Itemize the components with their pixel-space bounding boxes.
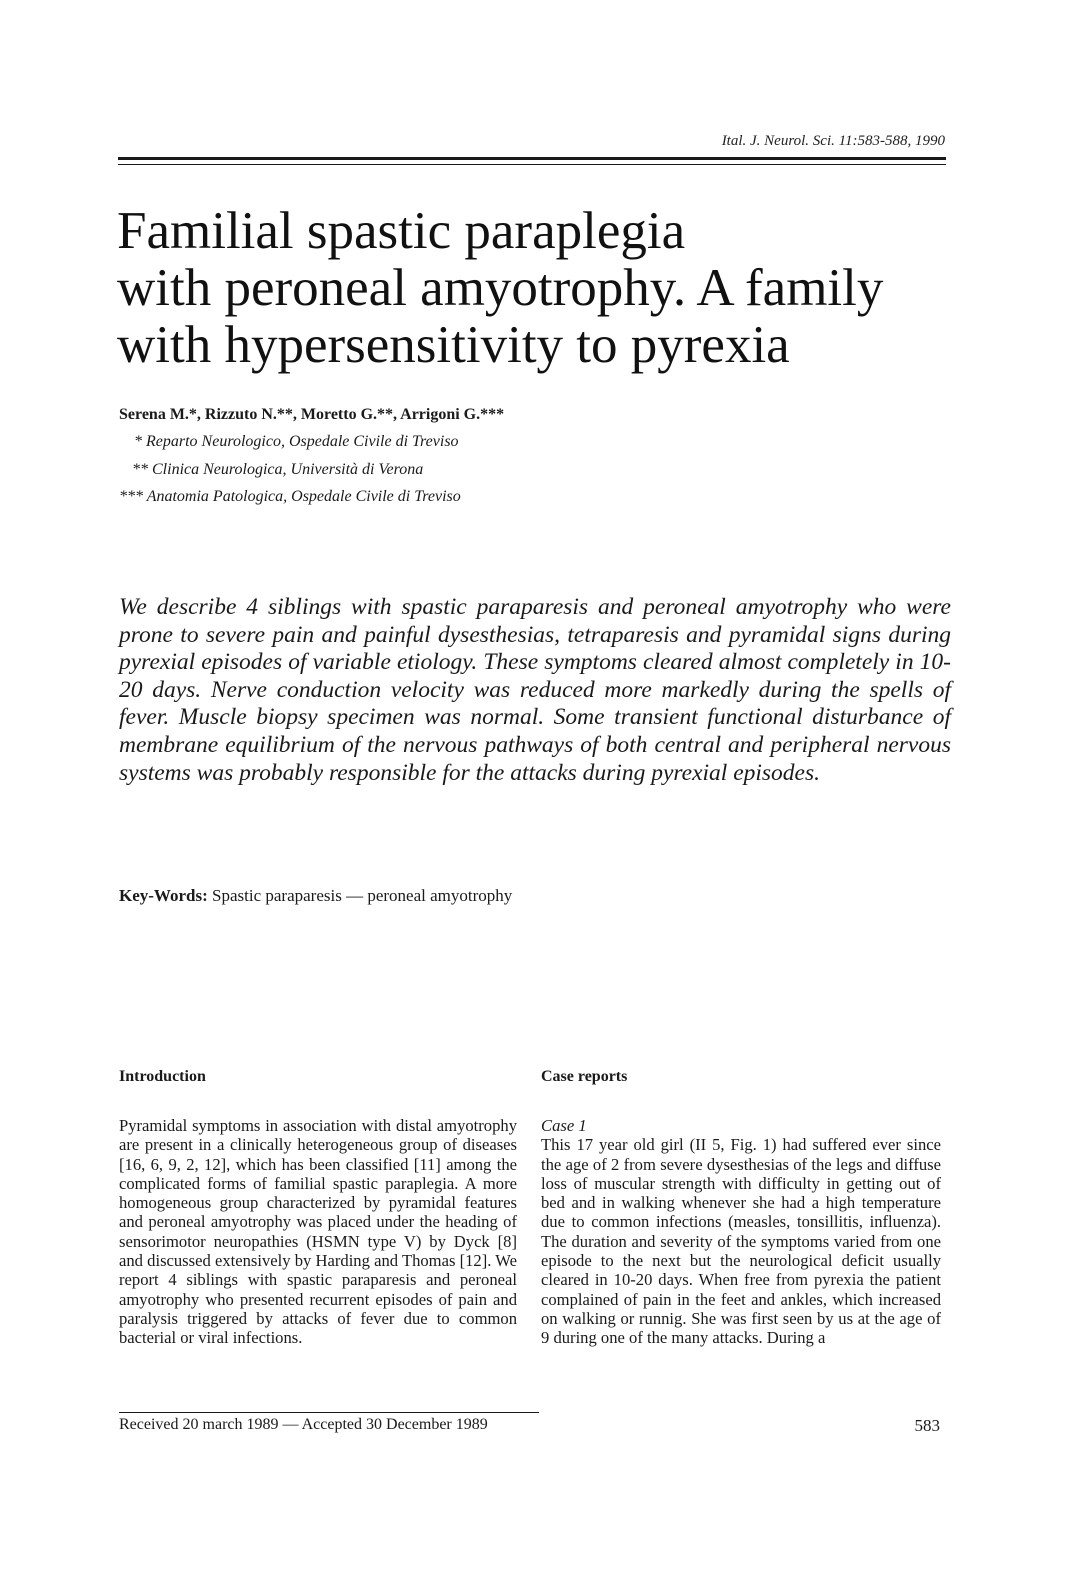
introduction-column	[119, 1068, 517, 1348]
affiliation-1: * Reparto Neurologico, Ospedale Civile di Treviso	[134, 433, 459, 450]
abstract: We describe 4 siblings with spastic paraparesis and peroneal amyotrophy who were prone to severe pain and painful dysesthesias, tetraparesis and pyramidal signs during pyrexial episodes of variable etiology. These symptoms cleared almost completely in 10-20 days. Nerve conduction velocity was reduced more markedly during the spells of fever. Muscle biopsy specimen was normal. Some transient functional disturbance of membrane equilibrium of the nervous pathways of both central and peripheral nervous systems was probably responsible for the attacks during pyrexial episodes.	[119, 594, 951, 786]
introduction-heading: Introduction	[119, 1068, 206, 1085]
keywords	[119, 886, 512, 906]
case-reports-heading: Case reports	[541, 1068, 628, 1085]
header-rule-thick	[118, 157, 946, 160]
article-title	[117, 203, 947, 374]
header-rule-thin	[118, 164, 946, 165]
case-1-text: This 17 year old girl (II 5, Fig. 1) had suffered ever since the age of 2 from severe dysesthesias of the legs and diffuse loss of muscular strength with difficulty in getting out of bed and in walking whenever she had a high temperature due to common infections (measles, tonsillitis, influenza). The duration and severity of the symptoms varied from one episode to the next but the neurological deficit usually cleared in 10-20 days. When free from pyrexia the patient complained of pain in the feet and ankles, which increased on walking or runnig. She was first seen by us at the age of 9 during one of the many attacks. During a	[541, 1135, 941, 1348]
case-1-title: Case 1	[541, 1116, 587, 1135]
title-line-2: with peroneal amyotrophy. A family	[117, 259, 884, 317]
case-reports-column	[541, 1068, 941, 1348]
introduction-text: Pyramidal symptoms in association with distal amyotrophy are present in a clinically heterogeneous group of diseases [16, 6, 9, 2, 12], which has been classified [11] among the complicated forms of familial spastic paraplegia. A more homogeneous group characterized by pyramidal features and peroneal amyotrophy was placed under the heading of sensorimotor neuropathies (HSMN type V) by Dyck [8] and discussed extensively by Harding and Thomas [12]. We report 4 siblings with spastic paraparesis and peroneal amyotrophy who presented recurrent episodes of pain and paralysis triggered by attacks of fever due to common bacterial or viral infections.	[119, 1116, 517, 1348]
author-list: Serena M.*, Rizzuto N.**, Moretto G.**, Arrigoni G.***	[119, 406, 505, 423]
footer-rule	[119, 1412, 539, 1413]
affiliation-2: ** Clinica Neurologica, Università di Verona	[132, 461, 424, 478]
keywords-text: Spastic paraparesis — peroneal amyotrophy	[212, 886, 513, 905]
title-line-3: with hypersensitivity to pyrexia	[117, 316, 790, 374]
received-dates: Received 20 march 1989 — Accepted 30 December 1989	[119, 1416, 488, 1433]
title-line-1: Familial spastic paraplegia	[117, 202, 686, 260]
keywords-label: Key-Words:	[119, 886, 208, 905]
page-number: 583	[914, 1416, 940, 1435]
affiliation-3: *** Anatomia Patologica, Ospedale Civile di Treviso	[119, 488, 461, 505]
journal-citation: Ital. J. Neurol. Sci. 11:583-588, 1990	[721, 133, 945, 149]
